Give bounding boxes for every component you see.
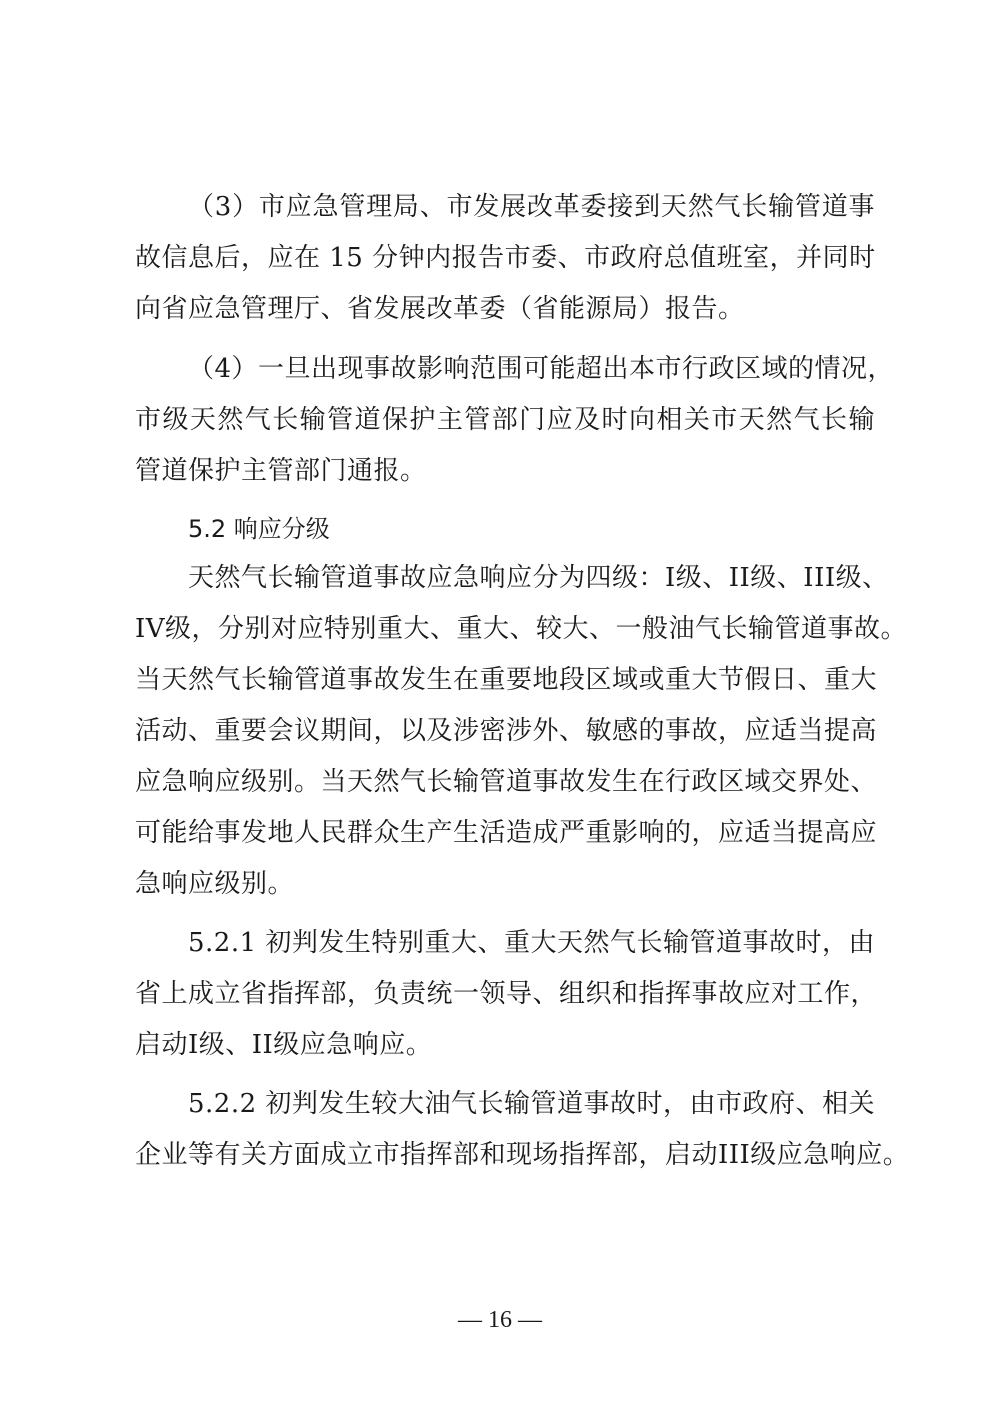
section-5-2-line-6: 可能给事发地人民群众生产生活造成严重影响的，应适当提高应 xyxy=(135,818,878,848)
section-5-2-1-line-2: 省上成立省指挥部，负责统一领导、组织和指挥事故应对工作， xyxy=(135,979,878,1009)
section-5-2-1-line-3: 启动I级、II级应急响应。 xyxy=(135,1030,433,1060)
paragraph-3-line-2: 故信息后，应在 15 分钟内报告市委、市政府总值班室，并同时 xyxy=(135,243,876,273)
paragraph-4-line-2: 市级天然气长输管道保护主管部门应及时向相关市天然气长输 xyxy=(135,405,875,435)
paragraph-4-line-3: 管道保护主管部门通报。 xyxy=(135,456,427,486)
section-heading-5-2: 5.2 响应分级 xyxy=(188,515,330,543)
section-5-2-2-line-2: 企业等有关方面成立市指挥部和现场指挥部，启动III级应急响应。 xyxy=(135,1140,910,1170)
section-5-2-line-3: 当天然气长输管道事故发生在重要地段区域或重大节假日、重大 xyxy=(135,665,878,695)
paragraph-3-line-1: （3）市应急管理局、市发展改革委接到天然气长输管道事 xyxy=(188,192,875,222)
section-5-2-line-4: 活动、重要会议期间，以及涉密涉外、敏感的事故，应适当提高 xyxy=(135,716,878,746)
paragraph-4-line-1: （4）一旦出现事故影响范围可能超出本市行政区域的情况， xyxy=(188,354,895,384)
section-5-2-line-7: 急响应级别。 xyxy=(135,869,295,899)
section-5-2-line-1: 天然气长输管道事故应急响应分为四级：I级、II级、III级、 xyxy=(188,563,889,593)
page-number: — 16 — xyxy=(458,1307,542,1333)
section-5-2-1-line-1: 5.2.1 初判发生特别重大、重大天然气长输管道事故时，由 xyxy=(188,928,875,958)
paragraph-3-line-3: 向省应急管理厅、省发展改革委（省能源局）报告。 xyxy=(135,294,745,324)
section-5-2-line-5: 应急响应级别。当天然气长输管道事故发生在行政区域交界处、 xyxy=(135,767,878,797)
section-5-2-line-2: IV级，分别对应特别重大、重大、较大、一般油气长输管道事故。 xyxy=(135,614,908,644)
section-5-2-2-line-1: 5.2.2 初判发生较大油气长输管道事故时，由市政府、相关 xyxy=(188,1089,875,1119)
